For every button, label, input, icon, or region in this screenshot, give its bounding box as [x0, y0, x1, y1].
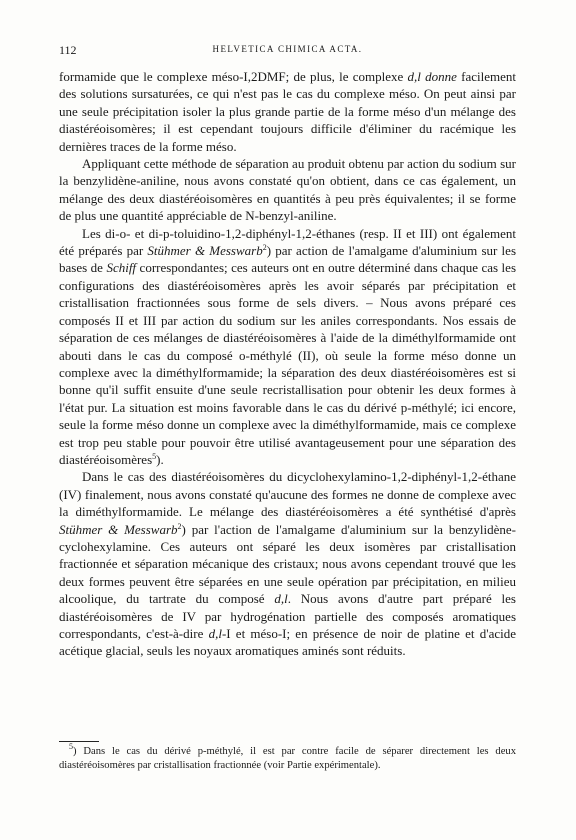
italic-run: Stühmer & Messwarb — [59, 521, 178, 537]
italic-run: d,l — [274, 591, 288, 607]
text-run: . Nous avons d'autre part préparé les diastéréoisomères de IV par hydrogénation partielle des composés aromatiques correspondants, c'est-à-dire — [59, 591, 516, 641]
reference-marker: 2 — [177, 521, 182, 531]
italic-run: Stühmer & Messwarb — [147, 243, 263, 259]
footnote-rule — [59, 741, 99, 742]
paragraph-1 — [59, 68, 516, 155]
reference-marker: 2 — [262, 243, 267, 253]
footnote — [59, 742, 516, 774]
text-run: -I et méso-I; en présence de noir de platine et d'acide acétique glacial, seuls les noyaux aromatiques aminés sont réduits. — [59, 626, 516, 659]
italic-run: d,l — [208, 626, 222, 641]
text-run: ) par action de l'amalgame d'aluminium sur les bases de — [59, 243, 516, 276]
page-header — [59, 43, 516, 59]
footnote-marker: 5 — [69, 742, 73, 751]
italic-run: donne — [425, 69, 457, 84]
text-run: formamide que le complexe méso-I,2DMF; de plus, le complexe — [59, 69, 408, 84]
page-number: 112 — [59, 43, 77, 57]
text-run: Les di-o- et di-p-toluidino-1,2-diphényl-1,2-éthanes (resp. II et III) ont également été préparés par — [59, 225, 516, 259]
paragraph-3 — [59, 225, 516, 469]
italic-run: d,l — [407, 69, 421, 84]
text-run: Appliquant cette méthode de séparation au produit obtenu par action du sodium sur la benzylidène-aniline, nous avons constaté qu'on obtient, dans ce cas également, un mélange des deux diastéréoisomères en quantités à peu près équivalentes; il se forme de plus une quantité appréciable de N-benzyl-aniline. — [59, 156, 516, 224]
text-run: correspondantes; ces auteurs ont en outre déterminé dans chaque cas les configurations des diastéréoisomères après les avoir séparés par précipitation et cristallisation fractionnées sous forme de sels divers. – Nous avons préparé ces composés II et III par action du sodium sur les aniles correspondants. Nos essais de séparation de ces mélanges de diastéréoisomères à l'aide de la diméthylformamide ont abouti dans le cas du composé o-méthylé (II), où seule la forme méso donne un complexe avec la diméthylformamide; la séparation des deux diastéréoisomères est si bonne qu'il suffit ensuite d'une seule recristallisation pour obtenir les deux formes à l'état pur. La situation est moins favorable dans le cas du dérivé p-méthylé; ici encore, seule la forme méso donne un complexe avec la diméthylformamide, mais ce complexe est trop peu stable pour pouvoir être utilisé avantageusement pour une séparation des diastéréoisomères — [59, 260, 516, 467]
body-text — [59, 68, 516, 660]
italic-run: Schiff — [106, 260, 137, 276]
running-head: HELVETICA CHIMICA ACTA. — [212, 44, 363, 54]
text-run: ) par l'action de l'amalgame d'aluminium sur la benzylidène-cyclohexylamine. Ces auteurs ont séparé les deux isomères par cristallisation fractionnée et séparation mécanique des cristaux; nous avons cependant trouvé que les deux formes peuvent être séparées en une seule opération par précipitation, en milieu alcoolique, du tartrate du composé — [59, 521, 516, 607]
footnote-text: ) Dans le cas du dérivé p-méthylé, il est par contre facile de séparer directement les deux diastéréoisomères par cristallisation fractionnée (voir Partie expérimentale). — [59, 746, 516, 772]
text-run: Dans le cas des diastéréoisomères du dicyclohexylamino-1,2-diphényl-1,2-éthane (IV) finalement, nous avons constaté qu'aucune des formes ne donne de complexe avec la diméthylformamide. Le mélange des diastéréoisomères a été synthétisé d'après — [59, 469, 516, 520]
text-run: ). — [156, 451, 164, 467]
paragraph-2 — [59, 155, 516, 225]
reference-marker: 5 — [152, 451, 157, 461]
text-run: facilement des solutions sursaturées, ce qui n'est pas le cas du complexe méso. On peut ainsi par une seule précipitation isoler la plus grande partie de la forme méso d'un mélange des diastéréoisomères; il est cependant toujours difficile d'éliminer du racémique les dernières traces de la forme méso. — [59, 69, 517, 154]
paragraph-4 — [59, 468, 516, 659]
